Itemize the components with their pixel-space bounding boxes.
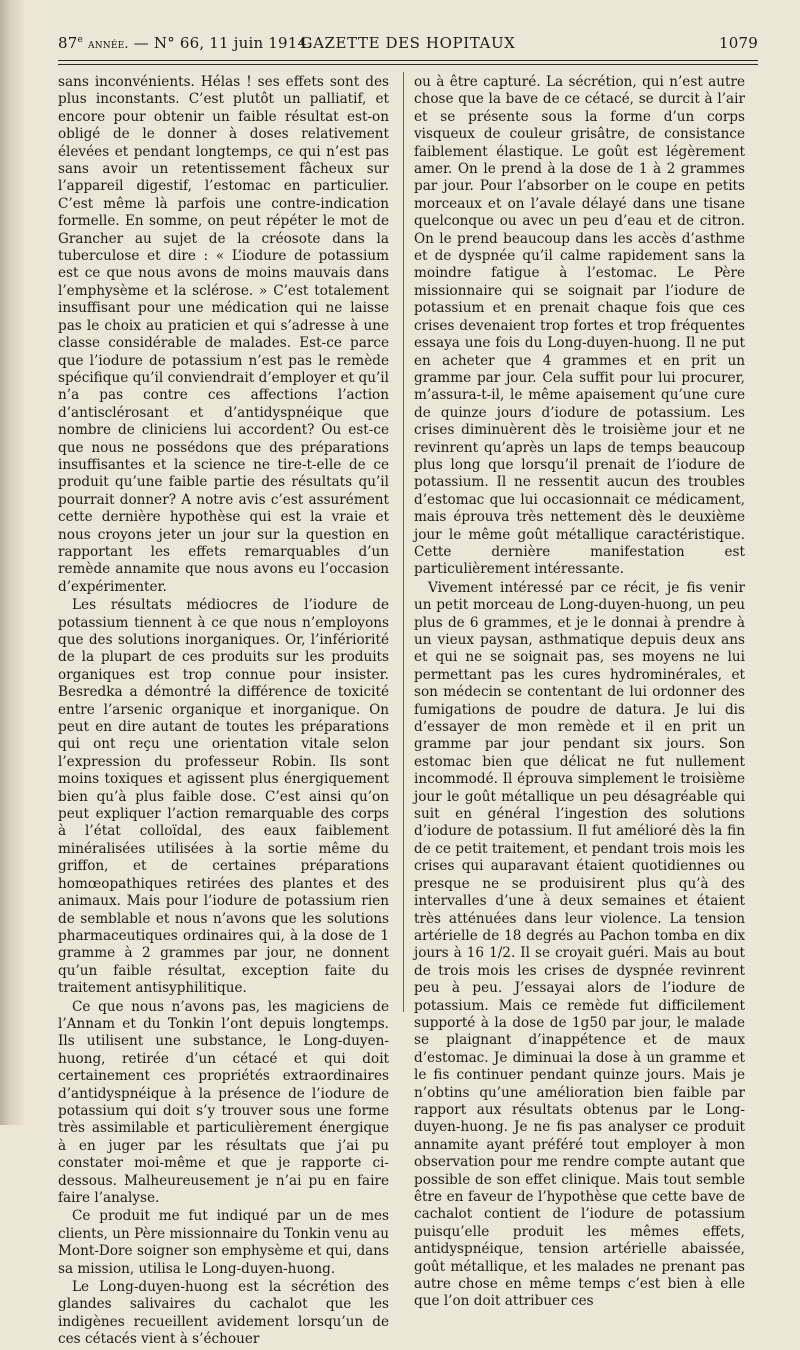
- year-ordinal: 87: [58, 34, 78, 52]
- page-number: 1079: [719, 34, 758, 52]
- paragraph: Vivement intéressé par ce récit, je fis venir un petit morceau de Long-duyen-huong, un peu plus de 6 grammes, et je le donnai à prendre à un vieux paysan, asthmatique depuis deux ans et qui ne se soignait pas, ses moyens ne lui permettant pas les cures hydrominérales, et son médecin se contentant de lui ordonner des fumigations de poudre de datura. Je lui dis d’essayer de mon remède et il en prit un gramme par jour pendant six jours. Son estomac bien que délicat ne fut nullement incommodé. Il éprouva simplement le troisième jour le goût métallique un peu désagréable qui suit en général l’ingestion des solutions d’iodure de potassium. Il fut amélioré dès la fin de ce petit traitement, et pendant trois mois les crises qui auparavant étaient quotidiennes ou presque ne se produisirent plus qu’à des intervalles d’une à deux semaines et étaient très atténuées dans leur violence. La tension artérielle de 18 degrés au Pachon tomba en dix jours à 16 1/2. Il se croyait guéri. Mais au bout de trois mois les crises de dyspnée revinrent peu à peu. J’essayai alors de l’iodure de potassium. Mais ce remède fut difficilement supporté à la dose de 1g50 par jour, le malade se plaignant d’inappétence et de maux d’estomac. Je diminuai la dose à un gramme et le fis continuer pendant quinze jours. Mais je n’obtins qu’une amélioration bien faible par rapport aux résultats obtenus par le Long-duyen-huong. Je ne fis pas analyser ce produit annamite ayant préféré tout employer à mon observation pour me rendre compte autant que possible de son effet clinique. Mais tout semble être en faveur de l’hypothèse que cette bave de cachalot contient de l’iodure de potassium puisqu’elle produit les mêmes effets, antidyspnéique, tension artérielle abaissée, goût métallique, et les malades ne prenant pas autre chose en même temps c’est bien à elle que l’on doit attribuer ces: [414, 579, 745, 1310]
- header-rule: [58, 60, 758, 61]
- column-divider: [403, 72, 404, 1012]
- header-rule-thin: [58, 64, 758, 65]
- paragraph: ou à être capturé. La sécrétion, qui n’est autre chose que la bave de ce cétacé, se durcit à l’air et se présente sous la forme d’un corps visqueux de couleur grisâtre, de consistance faiblement élastique. Le goût est légèrement amer. On le prend à la dose de 1 à 2 grammes par jour. Pour l’absorber on le coupe en petits morceaux et on l’avale délayé dans une tisane quelconque ou avec un peu d’eau et de citron. On le prend beaucoup dans les accès d’asthme et de dyspnée qu’il calme rapidement sans la moindre fatigue à l’estomac. Le Père missionnaire qui se soignait par l’iodure de potassium et en prenait chaque fois que ces crises devenaient trop fortes et trop fréquentes essaya une fois du Long-duyen-huong. Il ne put en acheter que 4 grammes et en prit un gramme par jour. Cela suffit pour lui procurer, m’assura-t-il, le même apaisement qu’une cure de quinze jours d’iodure de potassium. Les crises diminuèrent dès le troisième jour et ne revinrent qu’après un laps de temps beaucoup plus long que lorsqu’il prenait de l’iodure de potassium. Il ne ressentit aucun des troubles d’estomac que lui occasionnait ce médicament, mais éprouva très nettement dès le deuxième jour le même goût métallique caractéristique. Cette dernière manifestation est particulièrement intéressante.: [414, 74, 745, 578]
- page-binding-shadow: [0, 0, 26, 1125]
- year-word: année.: [88, 37, 129, 52]
- year-sup: e: [77, 35, 84, 45]
- paragraph: Le Long-duyen-huong est la sécrétion des glandes salivaires du cachalot que les indigènes recueillent avidement lorsqu’un de ces cétacés vient à s’échouer: [58, 1279, 389, 1348]
- paragraph: Ce que nous n’avons pas, les magiciens de l’Annam et du Tonkin l’ont depuis longtemps. Ils utilisent une substance, le Long-duyen-huong, retirée d’un cétacé et qui doit certainement ces propriétés extraordinaires d’antidyspnéique à la présence de l’iodure de potassium qui doit s’y trouver sous une forme très assimilable et particulièrement énergique à en juger par les résultats que j’ai pu constater moi-même et que je rapporte ci-dessous. Malheureusement je n’ai pu en faire faire l’analyse.: [58, 998, 389, 1206]
- left-column: [58, 74, 389, 1350]
- right-column: [414, 74, 745, 1312]
- paragraph: Les résultats médiocres de l’iodure de potassium tiennent à ce que nous n’employons que des solutions inorganiques. Or, l’infériorité de la plupart de ces produits sur les produits organiques est trop connue pour insister. Besredka a démontré la différence de toxicité entre l’arsenic organique et inorganique. On peut en dire autant de toutes les préparations qui ont reçu une orientation vitale selon l’expression du professeur Robin. Ils sont moins toxiques et agissent plus énergiquement bien qu’à plus faible dose. C’est ainsi qu’on peut expliquer l’action remarquable des corps à l’état colloïdal, des eaux faiblement minéralisées utilisées à la sortie même du griffon, et de certaines préparations homœopathiques retirées des plantes et des animaux. Mais pour l’iodure de potassium rien de semblable et nous n’avons que les solutions pharmaceutiques ordinaires qui, à la dose de 1 gramme à 2 grammes par jour, ne donnent qu’un faible résultat, exception faite du traitement antisyphilitique.: [58, 597, 389, 997]
- paragraph: sans inconvénients. Hélas ! ses effets sont des plus inconstants. C’est plutôt un palliatif, et encore pour obtenir un faible résultat est-on obligé de le donner à doses relativement élevées et pendant longtemps, ce qui n’est pas sans avoir un retentissement fâcheux sur l’appareil digestif, l’estomac en particulier. C’est même là parfois une contre-indication formelle. En somme, on peut répéter le mot de Grancher au sujet de la créosote dans la tuberculose et dire : « L’iodure de potassium est ce que nous avons de moins mauvais dans l’emphysème et la sclérose. » C’est totalement insuffisant pour une médication qui ne laisse pas le choix au praticien et qui s’adresse à une classe considérable de malades. Est-ce parce que l’iodure de potassium n’est pas le remède spécifique qu’il conviendrait d’employer et qu’il n’a pas contre ces affections l’action d’antisclérosant et d’antidyspnéique que nombre de cliniciens lui accordent? Ou est-ce que nous ne possédons que des préparations insuffisantes et la science ne tire-t-elle de ce produit qu’une faible partie des résultats qu’il pourrait donner? A notre avis c’est assurément cette dernière hypothèse qui est la vraie et nous croyons jeter un jour sur la question en rapportant les effets remarquables d’un remède annamite que nous avons eu l’occasion d’expérimenter.: [58, 74, 389, 595]
- running-header: [58, 34, 758, 56]
- paragraph: Ce produit me fut indiqué par un de mes clients, un Père missionnaire du Tonkin venu au Mont-Dore soigner son emphysème et qui, dans sa mission, utilisa le Long-duyen-huong.: [58, 1208, 389, 1277]
- journal-title: GAZETTE DES HOPITAUX: [300, 34, 516, 52]
- issue-date: — N° 66, 11 juin 1914.: [133, 34, 313, 52]
